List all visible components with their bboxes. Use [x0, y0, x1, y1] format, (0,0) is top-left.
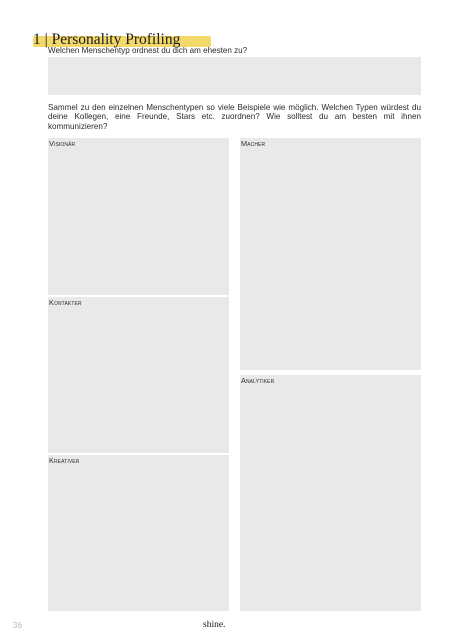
- brand-logo-text: shine.: [203, 620, 226, 630]
- page-number: 36: [13, 621, 22, 630]
- instruction-text: Sammel zu den einzelnen Menschentypen so viele Beispiele wie möglich. Welchen Typen würdest du deine Kollegen, eine Freunde, Stars etc. zuordnen? Wie solltest du am besten mit ihnen kommunizieren?: [48, 103, 421, 131]
- self-type-answer-field[interactable]: [48, 57, 421, 95]
- kreativer-label: Kreativer: [49, 456, 80, 465]
- macher-label: Macher: [241, 139, 266, 148]
- kontakter-label: Kontakter: [49, 298, 82, 307]
- visionaer-field[interactable]: [48, 138, 229, 295]
- type-question: Welchen Menschentyp ordnest du dich am ehesten zu?: [48, 46, 248, 55]
- visionaer-label: Visionär: [49, 139, 76, 148]
- analytiker-label: Analytiker: [241, 376, 275, 385]
- page-title: 1 | Personality Profiling: [33, 31, 181, 48]
- analytiker-field[interactable]: [240, 375, 421, 611]
- macher-field[interactable]: [240, 138, 421, 370]
- kontakter-field[interactable]: [48, 297, 229, 453]
- kreativer-field[interactable]: [48, 455, 229, 611]
